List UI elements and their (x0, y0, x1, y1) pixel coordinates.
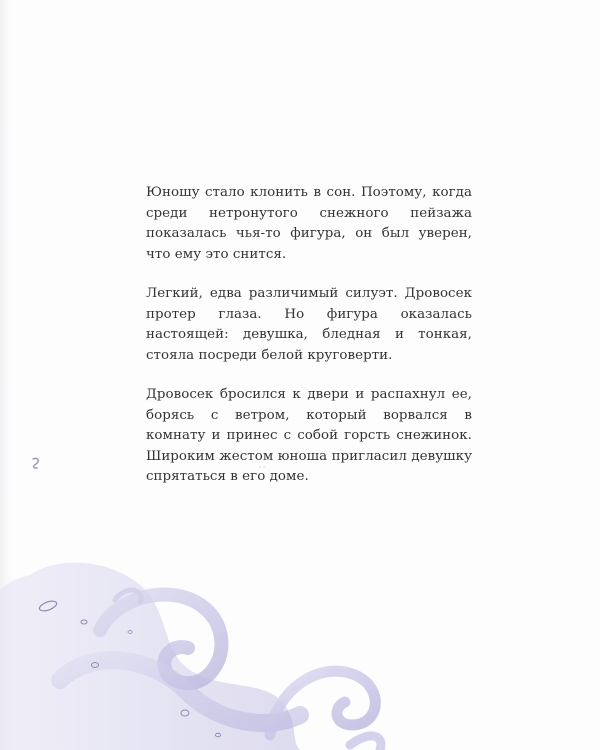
edge-swirl-mark-icon (30, 456, 42, 470)
snow-swirl-icon (0, 530, 600, 750)
faint-dot-icon (257, 464, 267, 470)
paragraph-1: Юношу стало клонить в сон. Поэтому, когда среди нетронутого снежного пейзажа показалась чья-то фигура, он был уверен, что ему это снится. (146, 185, 472, 262)
paragraph-3: Дровосек бросился к двери и распахнул ее, борясь с ветром, который ворвался в комнату и принес с собой горсть снежинок. Широким жестом юноша пригласил девушку спрятаться в его доме. (146, 387, 472, 484)
paragraph-2: Легкий, едва различимый силуэт. Дровосек протер глаза. Но фигура оказалась настоящей: девушка, бледная и тонкая, стояла посреди белой круговерти. (146, 286, 472, 363)
story-text (146, 183, 472, 507)
